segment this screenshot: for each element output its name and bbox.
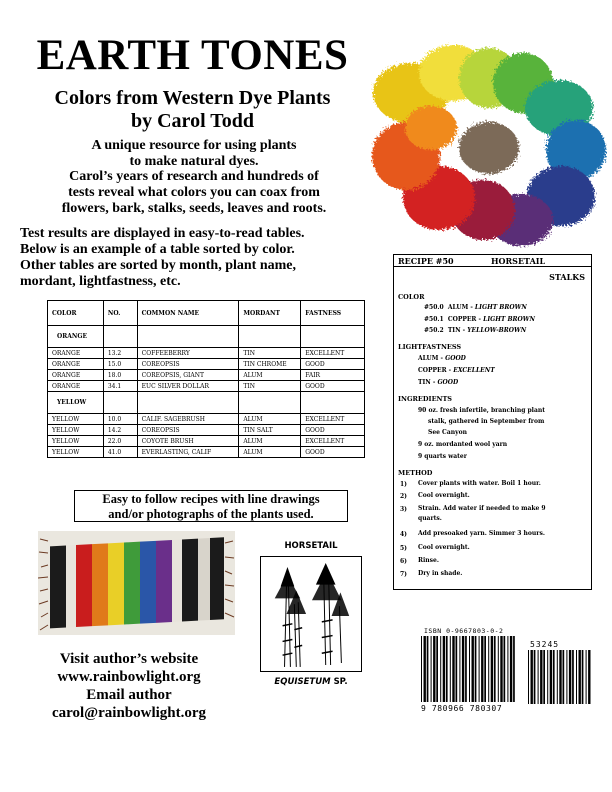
blurb-line: Test results are displayed in easy-to-read tables. <box>20 226 305 241</box>
subtitle <box>20 87 365 133</box>
barcode-bar <box>513 636 515 702</box>
color-code: #50.1 <box>424 316 444 323</box>
cell-no: 10.0 <box>103 414 137 425</box>
cell-name: COYOTE BRUSH <box>137 436 239 447</box>
cell-fastness: EXCELLENT <box>301 348 365 359</box>
barcode-bar <box>488 636 489 702</box>
blurb-resource <box>28 138 360 170</box>
recipe-header <box>394 255 591 267</box>
barcode-bar <box>553 650 555 704</box>
barcode-bar <box>507 636 508 702</box>
color-result <box>424 327 526 334</box>
cell-mordant: TIN CHROME <box>239 359 301 370</box>
col-header-mordant: MORDANT <box>239 301 301 326</box>
barcode-bar <box>510 636 512 702</box>
cell-no: 18.0 <box>103 370 137 381</box>
cell-mordant: ALUM <box>239 447 301 458</box>
cell-name: CALIF. SAGEBRUSH <box>137 414 239 425</box>
col-header-common-name: COMMON NAME <box>137 301 239 326</box>
barcode-bar <box>579 650 581 704</box>
group-label: YELLOW <box>48 392 104 414</box>
step-text: Dry in shade. <box>418 570 463 577</box>
blurb-tables <box>20 226 365 290</box>
table-row <box>48 414 365 425</box>
barcode-bar <box>491 636 493 702</box>
step-text: Strain. Add water if needed to make 9 quarts. <box>418 505 546 522</box>
ingredient-line: See Canyon <box>428 429 467 436</box>
table-row <box>48 447 365 458</box>
table-row <box>48 359 365 370</box>
blurb-line: A unique resource for using plants <box>91 138 297 153</box>
lf-value: GOOD <box>437 379 459 386</box>
horsetail-label: HORSETAIL <box>284 541 338 551</box>
barcode-bar <box>459 636 460 702</box>
callout-line: and/or photographs of the plants used. <box>108 507 314 521</box>
website-link: www.rainbowlight.org <box>57 669 201 685</box>
barcode-bar <box>559 650 561 704</box>
blurb-line: tests reveal what colors you can coax from <box>68 185 320 200</box>
barcode-bar <box>557 650 558 704</box>
table-row <box>48 425 365 436</box>
barcode-bar <box>469 636 470 702</box>
barcode-bar <box>443 636 445 702</box>
blurb-line: mordant, lightfastness, etc. <box>20 274 181 289</box>
col-header-color: COLOR <box>48 301 104 326</box>
cell-fastness: GOOD <box>301 447 365 458</box>
subtitle-line: Colors from Western Dye Plants <box>54 87 331 109</box>
color-value: YELLOW-BROWN <box>467 327 527 334</box>
cell-color: ORANGE <box>48 370 104 381</box>
color-mordant: COPPER - <box>447 316 484 323</box>
table-row <box>48 381 365 392</box>
barcode-bar <box>563 650 565 704</box>
cell-name: COREOPSIS <box>137 425 239 436</box>
step-text: Add presoaked yarn. Simmer 3 hours. <box>418 530 545 537</box>
cell-mordant: ALUM <box>239 370 301 381</box>
email-link: carol@rainbowlight.org <box>51 705 207 721</box>
isbn-text: ISBN 0-9667803-0-2 <box>424 627 504 635</box>
cell-name: EUC SILVER DOLLAR <box>137 381 239 392</box>
lf-mordant: COPPER - <box>418 367 454 374</box>
color-result <box>424 316 535 323</box>
ingredient-line: 90 oz. fresh infertile, branching plant <box>418 407 545 414</box>
recipes-callout <box>74 490 348 522</box>
barcode-bar <box>531 650 533 704</box>
barcode-bar <box>431 636 432 702</box>
cell-mordant: ALUM <box>239 436 301 447</box>
ean-barcode <box>420 636 516 702</box>
lf-mordant: ALUM - <box>418 355 446 362</box>
price-addon-digits: 53245 <box>530 640 560 649</box>
barcode-bar <box>538 650 539 704</box>
barcode-bar <box>452 636 454 702</box>
barcode-bar <box>440 636 441 702</box>
barcode-bar <box>481 636 483 702</box>
step-text: Cover plants with water. Boil 1 hour. <box>418 480 541 487</box>
ean-digits: 9 780966 780307 <box>421 704 503 713</box>
cell-no: 13.2 <box>103 348 137 359</box>
barcode-bar <box>569 650 571 704</box>
barcode-bar <box>494 636 496 702</box>
color-value: LIGHT BROWN <box>483 316 535 323</box>
color-code: #50.2 <box>424 327 444 334</box>
genus-name: EQUISETUM <box>274 677 331 687</box>
cell-fastness: EXCELLENT <box>301 414 365 425</box>
barcode-bar <box>500 636 502 702</box>
barcode-bar <box>427 636 429 702</box>
step-number: 1) <box>400 481 408 488</box>
lightfastness-result <box>418 379 458 386</box>
cell-color: ORANGE <box>48 381 104 392</box>
barcode-bar <box>472 636 474 702</box>
cell-color: YELLOW <box>48 447 104 458</box>
ingredients-heading: INGREDIENTS <box>398 395 452 403</box>
cell-color: ORANGE <box>48 359 104 370</box>
lightfastness-heading: LIGHTFASTNESS <box>398 343 462 351</box>
color-mordant: TIN - <box>447 327 468 334</box>
recipe-part: STALKS <box>549 272 585 282</box>
cell-no: 22.0 <box>103 436 137 447</box>
barcode-bar <box>421 636 422 702</box>
author-contact <box>20 650 238 722</box>
ingredient-line: 9 oz. mordanted wool yarn <box>418 441 508 448</box>
striped-rug-photo <box>38 531 235 635</box>
barcode-bar <box>433 636 435 702</box>
lightfastness-result <box>418 367 495 374</box>
cell-fastness: GOOD <box>301 381 365 392</box>
blurb-line: to make natural dyes. <box>129 154 259 169</box>
step-number: 2) <box>400 493 408 500</box>
barcode-bar <box>540 650 542 704</box>
barcode-bar <box>582 650 584 704</box>
cell-fastness: EXCELLENT <box>301 436 365 447</box>
lf-value: GOOD <box>445 355 466 362</box>
barcode-bar <box>456 636 458 702</box>
step-number: 3) <box>400 506 408 513</box>
barcode-bar <box>534 650 536 704</box>
horsetail-caption <box>253 677 369 687</box>
cell-fastness: GOOD <box>301 359 365 370</box>
blurb-line: Carol’s years of research and hundreds of <box>69 169 319 184</box>
cell-color: YELLOW <box>48 425 104 436</box>
horsetail-drawing <box>260 556 362 672</box>
blurb-research <box>28 169 360 217</box>
step-number: 6) <box>400 558 408 565</box>
col-header-no: NO. <box>103 301 137 326</box>
step-text: Cool overnight. <box>418 544 470 551</box>
barcode-bar <box>576 650 577 704</box>
blurb-line: flowers, bark, stalks, seeds, leaves and roots. <box>61 201 327 216</box>
species-abbrev: SP. <box>333 677 348 687</box>
table-row <box>48 370 365 381</box>
barcode-bar <box>572 650 574 704</box>
barcode-bar <box>547 650 548 704</box>
step-text: Cool overnight. <box>418 492 470 499</box>
barcode-bar <box>424 636 426 702</box>
cell-fastness: GOOD <box>301 425 365 436</box>
cell-no: 14.2 <box>103 425 137 436</box>
cell-color: YELLOW <box>48 414 104 425</box>
cell-color: ORANGE <box>48 348 104 359</box>
price-addon-barcode <box>527 650 591 704</box>
contact-line: Visit author’s website <box>59 651 199 667</box>
step-number: 5) <box>400 545 408 552</box>
step-number: 4) <box>400 531 408 538</box>
barcode-bar <box>543 650 545 704</box>
cell-fastness: FAIR <box>301 370 365 381</box>
blurb-line: Below is an example of a table sorted by color. <box>20 242 295 257</box>
recipe-card <box>393 254 592 590</box>
cell-name: COREOPSIS, GIANT <box>137 370 239 381</box>
recipe-plant: HORSETAIL <box>491 256 546 266</box>
barcode-bar <box>450 636 451 702</box>
table-row <box>48 348 365 359</box>
color-heading: COLOR <box>398 293 425 301</box>
contact-line: Email author <box>86 687 172 703</box>
cell-name: COREOPSIS <box>137 359 239 370</box>
cell-mordant: ALUM <box>239 414 301 425</box>
method-heading: METHOD <box>398 469 433 477</box>
barcode-bar <box>588 650 590 704</box>
cell-no: 41.0 <box>103 447 137 458</box>
barcode-bar <box>566 650 567 704</box>
barcode-bar <box>446 636 448 702</box>
cell-mordant: TIN SALT <box>239 425 301 436</box>
barcode-bar <box>504 636 506 702</box>
barcode-bar <box>436 636 438 702</box>
color-result <box>424 304 527 311</box>
ingredient-line: 9 quarts water <box>418 453 467 460</box>
blurb-line: Other tables are sorted by month, plant name, <box>20 258 296 273</box>
color-code: #50.0 <box>424 304 444 311</box>
table-group-row <box>48 326 365 348</box>
barcode-bar <box>528 650 529 704</box>
ingredient-line: stalk, gathered in September from <box>428 418 545 425</box>
dye-color-table <box>47 300 365 458</box>
barcode-bar <box>484 636 486 702</box>
callout-line: Easy to follow recipes with line drawings <box>102 492 320 506</box>
step-number: 7) <box>400 571 408 578</box>
step-text: Rinse. <box>418 557 439 564</box>
cell-no: 15.0 <box>103 359 137 370</box>
author-line: by Carol Todd <box>130 110 255 132</box>
cell-no: 34.1 <box>103 381 137 392</box>
barcode-bar <box>475 636 477 702</box>
barcode-bar <box>498 636 499 702</box>
cell-mordant: TIN <box>239 381 301 392</box>
table-header-row <box>48 301 365 326</box>
barcode-bar <box>550 650 552 704</box>
cell-color: YELLOW <box>48 436 104 447</box>
lf-mordant: TIN - <box>418 379 438 386</box>
barcode-bar <box>462 636 464 702</box>
color-mordant: ALUM - <box>447 304 475 311</box>
group-label: ORANGE <box>48 326 104 348</box>
lightfastness-result <box>418 355 466 362</box>
color-value: LIGHT BROWN <box>474 304 527 311</box>
yarn-color-wheel-photo <box>371 38 607 250</box>
barcode-bar <box>479 636 480 702</box>
book-title: EARTH TONES <box>36 32 349 79</box>
table-group-row <box>48 392 365 414</box>
col-header-fastness: FASTNESS <box>301 301 365 326</box>
recipe-number: RECIPE #50 <box>398 256 454 266</box>
lf-value: EXCELLENT <box>453 367 495 374</box>
cell-name: EVERLASTING, CALIF <box>137 447 239 458</box>
barcode-bar <box>586 650 587 704</box>
cell-mordant: TIN <box>239 348 301 359</box>
cell-name: COFFEEBERRY <box>137 348 239 359</box>
table-row <box>48 436 365 447</box>
barcode-bar <box>465 636 467 702</box>
